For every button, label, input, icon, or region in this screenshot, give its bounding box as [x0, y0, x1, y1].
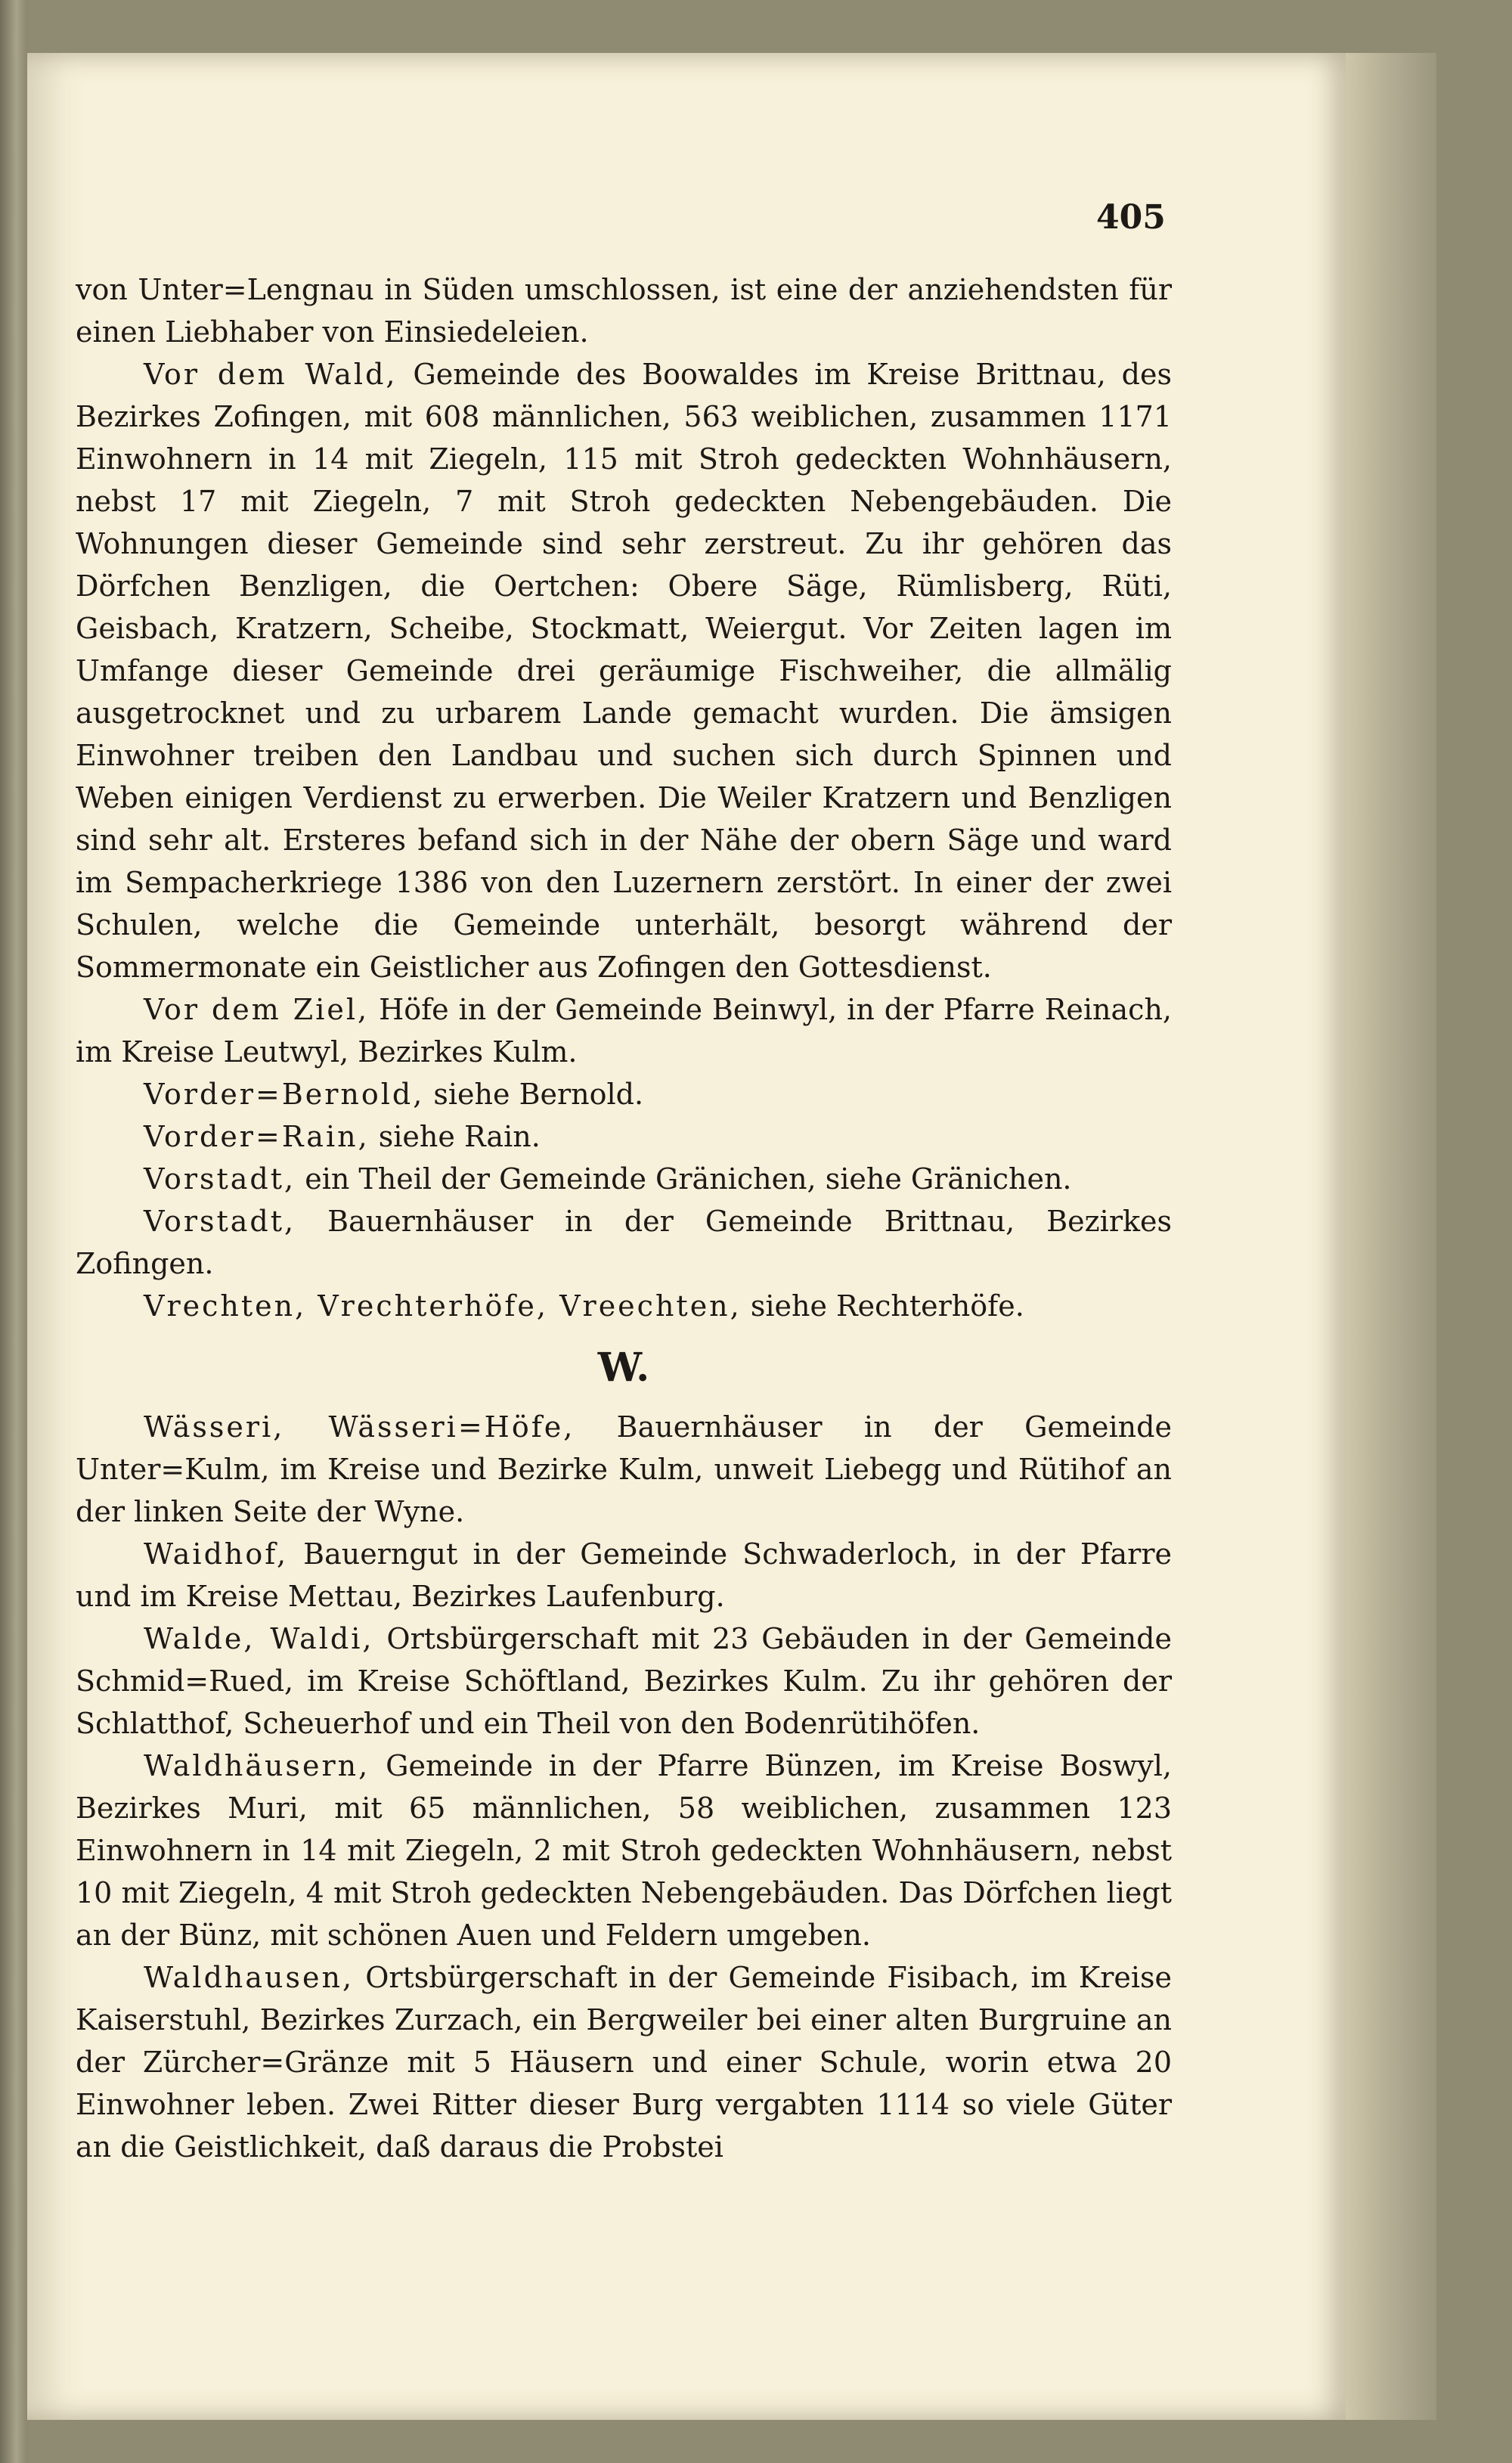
entry — [76, 988, 1172, 1073]
entry-head: Vorstadt, — [144, 1162, 296, 1196]
entry — [76, 1956, 1172, 2168]
entry — [76, 1406, 1172, 1533]
entry-text: ein Theil der Gemeinde Gränichen, siehe Gränichen. — [305, 1162, 1072, 1196]
entry-text: Bauernhäuser in der Gemeinde Brittnau, Bezirkes Zofingen. — [76, 1205, 1172, 1280]
entry-text: siehe Rechterhöfe. — [750, 1289, 1024, 1323]
entry-text: Ortsbürgerschaft mit 23 Gebäuden in der Gemeinde Schmid=Rued, im Kreise Schöftland, Bezirkes Kulm. Zu ihr gehören der Schlatthof, Scheuerhof und ein Theil von den Bodenrütihöfen. — [76, 1622, 1172, 1740]
book-cover-edge — [0, 0, 27, 2463]
entry — [76, 1533, 1172, 1618]
entry-text: siehe Bernold. — [433, 1078, 644, 1111]
entry-text: Gemeinde in der Pfarre Bünzen, im Kreise Boswyl, Bezirkes Muri, mit 65 männlichen, 58 weiblichen, zusammen 123 Einwohnern in 14 mit Ziegeln, 2 mit Stroh gedeckten Wohnhäusern, nebst 10 mit Ziegeln, 4 mit Stroh gedeckten Nebengebäuden. Das Dörfchen liegt an der Bünz, mit schönen Auen und Feldern umgeben. — [76, 1749, 1172, 1952]
page-edge-shadow — [1346, 53, 1436, 2420]
intro-paragraph: von Unter=Lengnau in Süden umschlossen, ist eine der anziehendsten für einen Liebhaber von Einsiedeleien. — [76, 273, 1172, 349]
section-letter: W. — [597, 1345, 650, 1391]
page-number: 405 — [1096, 198, 1166, 237]
entry-head: Vor dem Wald, — [144, 358, 398, 391]
entry-head: Waldhausen, — [144, 1961, 355, 1994]
entry — [76, 353, 1172, 988]
entry-text: Bauerngut in der Gemeinde Schwaderloch, in der Pfarre und im Kreise Mettau, Bezirkes Laufenburg. — [76, 1537, 1172, 1613]
entry-head: Wässeri, Wässeri=Höfe, — [144, 1410, 575, 1444]
entries-v — [76, 353, 1172, 1327]
page-text — [76, 268, 1172, 2168]
entry — [76, 1745, 1172, 1956]
entry-text: Ortsbürgerschaft in der Gemeinde Fisibach, im Kreise Kaiserstuhl, Bezirkes Zurzach, ein Bergweiler bei einer alten Burgruine an der Zürcher=Gränze mit 5 Häusern und einer Schule, worin etwa 20 Einwohner leben. Zwei Ritter dieser Burg vergabten 1114 so viele Güter an die Geistlichkeit, daß daraus die Probstei — [76, 1961, 1172, 2164]
entry-head: Vorder=Rain, — [144, 1120, 370, 1153]
entry — [76, 1115, 1172, 1158]
entry-head: Vrechten, Vrechterhöfe, Vreechten, — [144, 1289, 742, 1323]
entry — [76, 1158, 1172, 1200]
entry-text: siehe Rain. — [378, 1120, 541, 1153]
entry-head: Waldhäusern, — [144, 1749, 370, 1782]
entry-text: Gemeinde des Boowaldes im Kreise Brittnau, des Bezirkes Zofingen, mit 608 männlichen, 563 weiblichen, zusammen 1171 Einwohnern in 14 mit Ziegeln, 115 mit Stroh gedeckten Wohnhäusern, nebst 17 mit Ziegeln, 7 mit Stroh gedeckten Nebengebäuden. Die Wohnungen dieser Gemeinde sind sehr zerstreut. Zu ihr gehören das Dörfchen Benzligen, die Oertchen: Obere Säge, Rümlisberg, Rüti, Geisbach, Kratzern, Scheibe, Stockmatt, Weiergut. Vor Zeiten lagen im Umfange dieser Gemeinde drei geräumige Fischweiher, die allmälig ausgetrocknet und zu urbarem Lande gemacht wurden. Die ämsigen Einwohner treiben den Landbau und suchen sich durch Spinnen und Weben einigen Verdienst zu erwerben. Die Weiler Kratzern und Benzligen sind sehr alt. Ersteres befand sich in der Nähe der obern Säge und ward im Sempacherkriege 1386 von den Luzernern zerstört. In einer der zwei Schulen, welche die Gemeinde unterhält, besorgt während der Sommermonate ein Geistlicher aus Zofingen den Gottesdienst. — [76, 358, 1172, 984]
entry-head: Vor dem Ziel, — [144, 993, 370, 1026]
entry-head: Walde, Waldi, — [144, 1622, 374, 1655]
entries-w — [76, 1406, 1172, 2168]
entry — [76, 1285, 1172, 1327]
entry-head: Vorder=Bernold, — [144, 1078, 425, 1111]
entry-head: Waidhof, — [144, 1537, 289, 1571]
entry — [76, 1200, 1172, 1285]
entry-text: Höfe in der Gemeinde Beinwyl, in der Pfarre Reinach, im Kreise Leutwyl, Bezirkes Kulm. — [76, 993, 1173, 1069]
entry — [76, 1073, 1172, 1115]
entry — [76, 1618, 1172, 1745]
entry-text: Bauernhäuser in der Gemeinde Unter=Kulm, im Kreise und Bezirke Kulm, unweit Liebegg und Rütihof an der linken Seite der Wyne. — [76, 1410, 1172, 1528]
entry-head: Vorstadt, — [144, 1205, 296, 1238]
